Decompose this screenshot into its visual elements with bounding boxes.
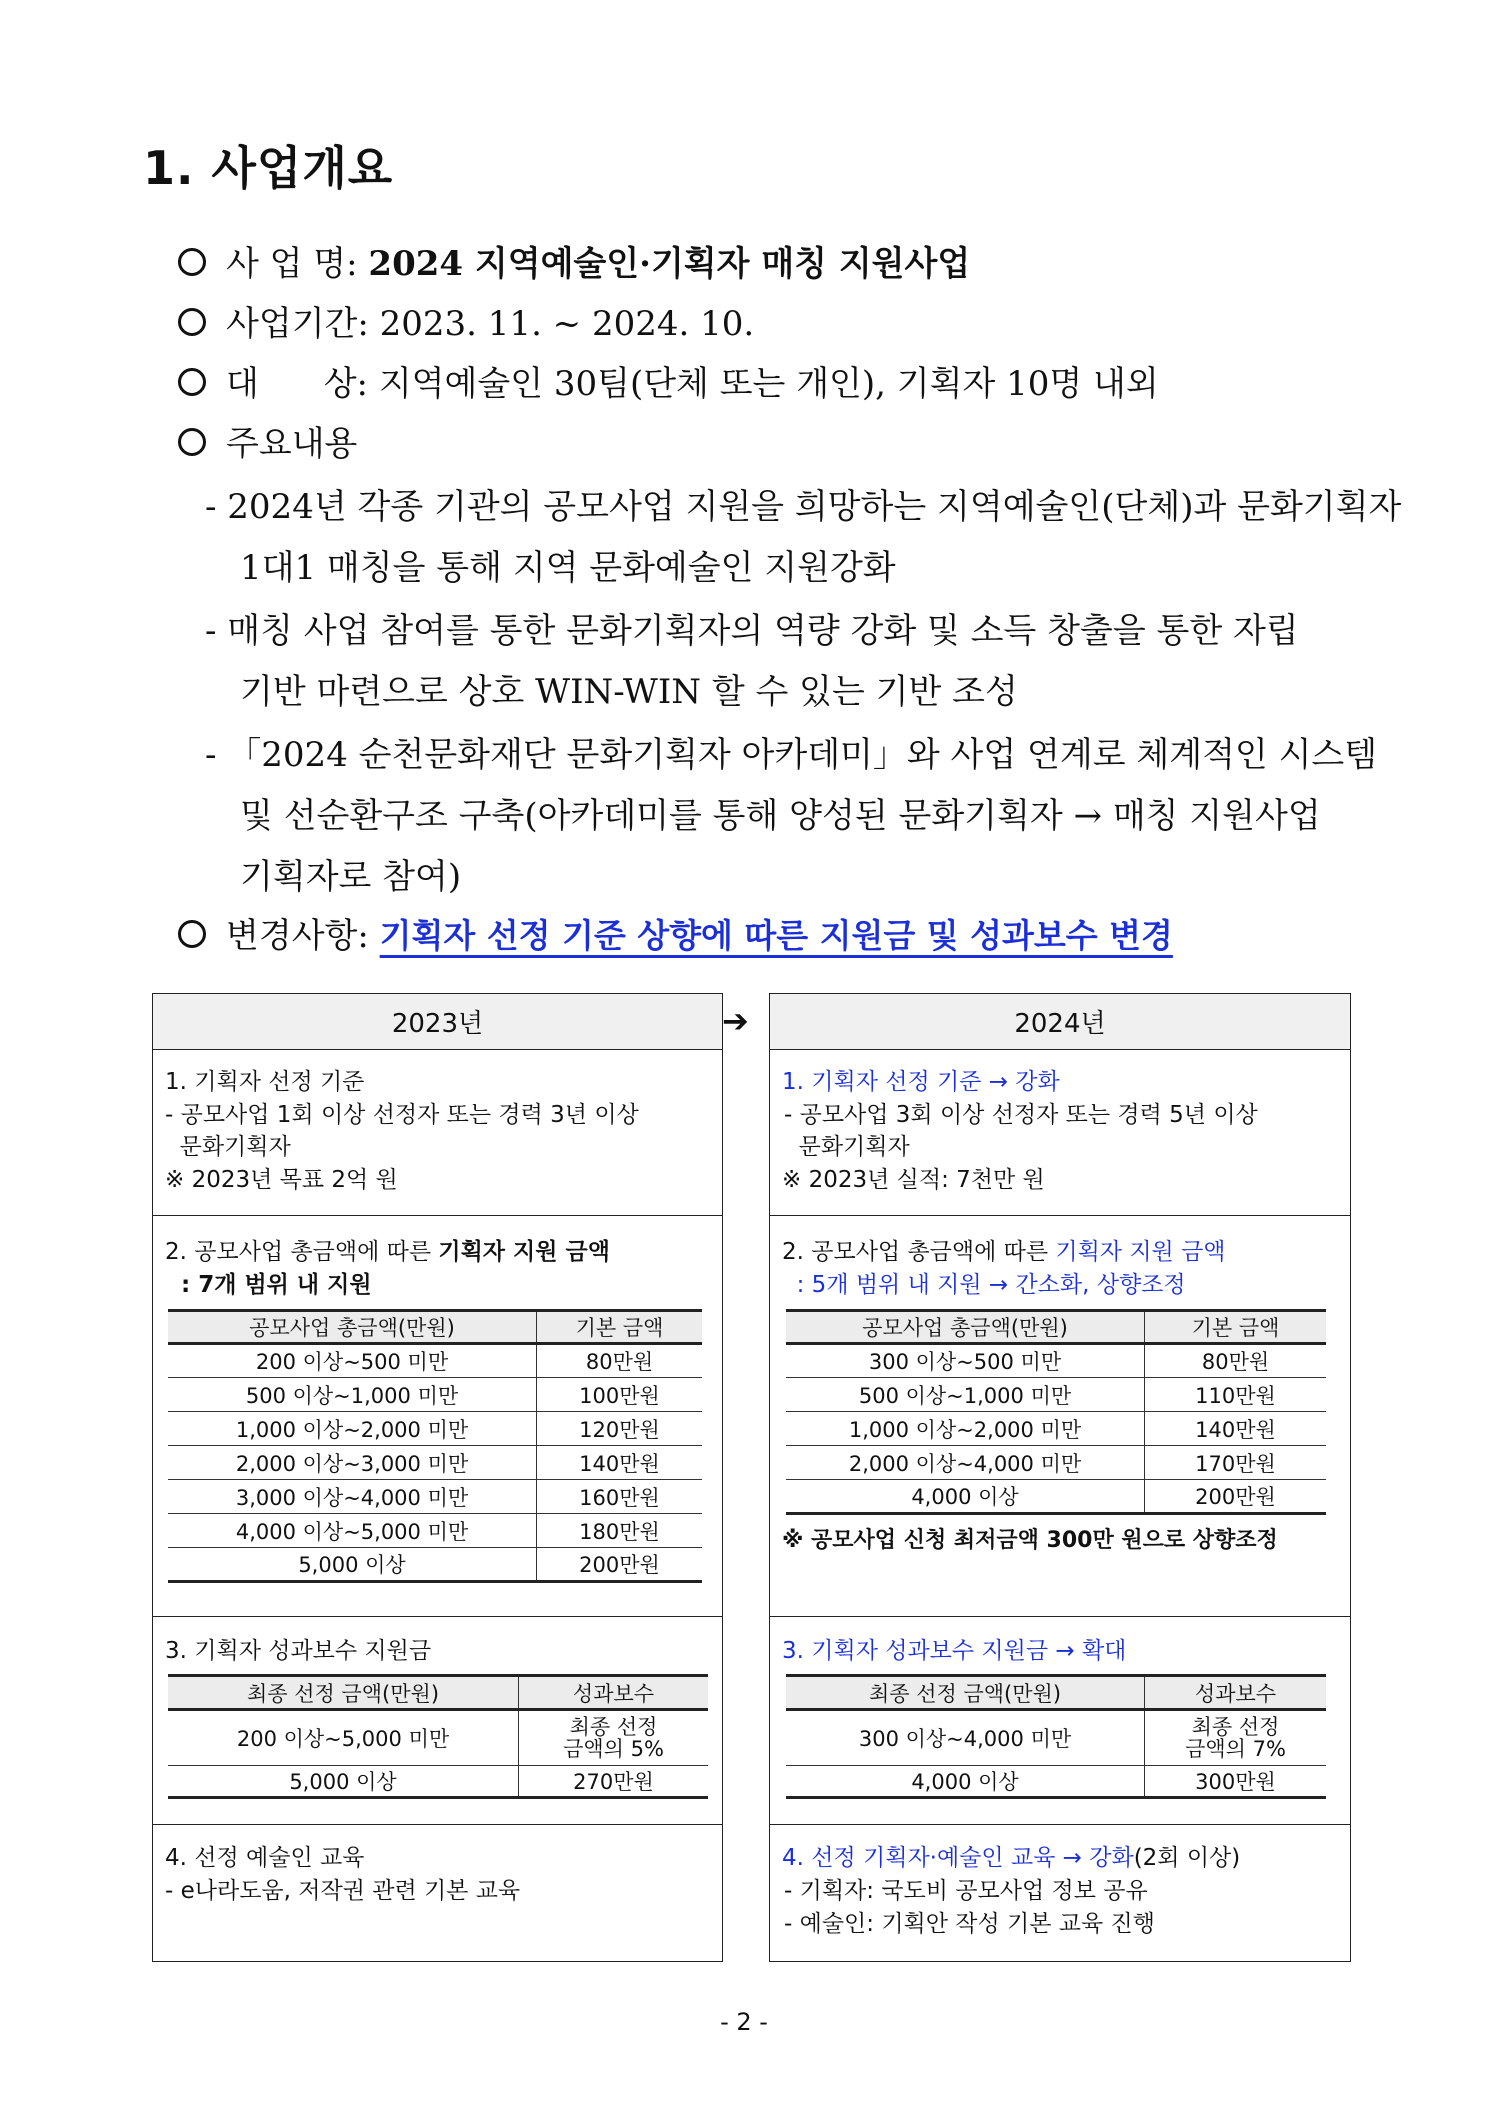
name-value: 2024 지역예술인·기획자 매칭 지원사업 [368,244,971,284]
left-s3-title: 3. 기획자 성과보수 지원금 [165,1638,432,1664]
table-header: 공모사업 총금액(만원) [786,1311,1145,1344]
table-row: 1,000 이상~2,000 미만 140만원 [786,1412,1326,1446]
left-s4-line-1: - e나라도움, 저작권 관련 기본 교육 [165,1878,521,1904]
content-item-3-line-3: 기획자로 참여) [240,857,462,897]
right-section-1 [769,1049,1351,1216]
content-item-2-line-2: 기반 마련으로 상호 WIN-WIN 할 수 있는 기반 조성 [240,672,1018,712]
left-s1-note: ※ 2023년 목표 2억 원 [165,1167,398,1193]
right-s2-title: 2. 공모사업 총금액에 따른 기획자 지원 금액 [782,1239,1226,1265]
circle-bullet-icon [178,248,206,276]
table-header: 기본 금액 [537,1311,703,1344]
left-section-2 [152,1215,723,1617]
overview-item-name [178,236,970,285]
content-item-2-line-1: - 매칭 사업 참여를 통한 문화기획자의 역량 강화 및 소득 창출을 통한 자립 [205,611,1299,651]
content-label: 주요내용 [226,424,358,464]
table-row: 5,000 이상 270만원 [168,1766,708,1798]
overview-item-target [178,356,1159,405]
circle-bullet-icon [178,308,206,336]
right-s3-title: 3. 기획자 성과보수 지원금 → 확대 [782,1638,1127,1664]
right-s2-note: ※ 공모사업 신청 최저금액 300만 원으로 상향조정 [782,1528,1278,1553]
table-header: 성과보수 [519,1676,709,1710]
table-row: 300 이상~500 미만 80만원 [786,1344,1326,1378]
content-item-3-line-1: - 「2024 순천문화재단 문화기획자 아카데미」와 사업 연계로 체계적인 시스템 [205,735,1378,775]
table-row: 4,000 이상~5,000 미만 180만원 [168,1514,702,1548]
right-s1-line-1: - 공모사업 3회 이상 선정자 또는 경력 5년 이상 [784,1102,1258,1128]
table-row: 300 이상~4,000 미만 최종 선정 금액의 7% [786,1710,1326,1766]
table-row: 200 이상~500 미만 80만원 [168,1344,702,1378]
table-row: 4,000 이상 300만원 [786,1766,1326,1798]
overview-item-content [178,416,357,465]
change-label: 변경사항: [226,916,369,956]
left-column-header: 2023년 [152,993,723,1050]
target-value: 지역예술인 30팀(단체 또는 개인), 기획자 10명 내외 [378,364,1159,404]
content-item-1-line-2: 1대1 매칭을 통해 지역 문화예술인 지원강화 [240,548,896,588]
table-row: 3,000 이상~4,000 미만 160만원 [168,1480,702,1514]
table-header: 공모사업 총금액(만원) [168,1311,537,1344]
circle-bullet-icon [178,428,206,456]
right-s1-line-2: 문화기획자 [784,1134,910,1160]
right-column-header: 2024년 [769,993,1351,1050]
left-support-amount-table [168,1309,702,1583]
right-s1-note: ※ 2023년 실적: 7천만 원 [782,1167,1045,1193]
left-s1-title: 1. 기획자 선정 기준 [165,1069,365,1095]
right-s4-line-2: - 예술인: 기획안 작성 기본 교육 진행 [784,1911,1155,1937]
table-row: 4,000 이상 200만원 [786,1480,1326,1514]
table-row: 5,000 이상 200만원 [168,1548,702,1582]
right-s2-sub: : 5개 범위 내 지원 → 간소화, 상향조정 [782,1272,1186,1298]
circle-bullet-icon [178,920,206,948]
left-section-1 [152,1049,723,1216]
table-row: 200 이상~5,000 미만 최종 선정 금액의 5% [168,1710,708,1766]
right-s1-title: 1. 기획자 선정 기준 → 강화 [782,1069,1060,1095]
right-section-2 [769,1215,1351,1617]
table-row: 500 이상~1,000 미만 100만원 [168,1378,702,1412]
table-row: 2,000 이상~4,000 미만 170만원 [786,1446,1326,1480]
left-s2-title: 2. 공모사업 총금액에 따른 기획자 지원 금액 [165,1239,610,1265]
table-header: 최종 선정 금액(만원) [786,1676,1145,1710]
overview-item-period [178,296,754,345]
right-section-4 [769,1824,1351,1962]
left-s4-title: 4. 선정 예술인 교육 [165,1845,365,1871]
right-s4-line-1: - 기획자: 국도비 공모사업 정보 공유 [784,1878,1148,1904]
period-label: 사업기간: [226,304,369,344]
table-header: 최종 선정 금액(만원) [168,1676,519,1710]
right-performance-table [786,1674,1326,1799]
section-title: 1. 사업개요 [143,141,394,195]
left-s1-line-2: 문화기획자 [165,1134,291,1160]
arrow-right-icon: ➔ [722,1002,749,1040]
circle-bullet-icon [178,368,206,396]
target-label: 대 상: [226,364,368,404]
right-s4-title: 4. 선정 기획자·예술인 교육 → 강화(2회 이상) [782,1845,1241,1871]
table-row: 2,000 이상~3,000 미만 140만원 [168,1446,702,1480]
change-value: 기획자 선정 기준 상향에 따른 지원금 및 성과보수 변경 [379,916,1173,955]
period-value: 2023. 11. ~ 2024. 10. [379,304,755,344]
page-number: - 2 - [720,2008,768,2036]
name-label: 사 업 명: [226,244,358,284]
left-section-3 [152,1616,723,1825]
left-section-4 [152,1824,723,1962]
left-performance-table [168,1674,708,1799]
content-item-1-line-1: - 2024년 각종 기관의 공모사업 지원을 희망하는 지역예술인(단체)과 문화기획자 [205,487,1402,527]
left-s2-sub: : 7개 범위 내 지원 [165,1272,372,1298]
table-header: 기본 금액 [1145,1311,1327,1344]
right-section-3 [769,1616,1351,1825]
table-row: 500 이상~1,000 미만 110만원 [786,1378,1326,1412]
overview-item-change [178,908,1173,957]
table-header: 성과보수 [1145,1676,1327,1710]
right-support-amount-table [786,1309,1326,1515]
table-row: 1,000 이상~2,000 미만 120만원 [168,1412,702,1446]
left-s1-line-1: - 공모사업 1회 이상 선정자 또는 경력 3년 이상 [165,1102,639,1128]
content-item-3-line-2: 및 선순환구조 구축(아카데미를 통해 양성된 문화기획자 → 매칭 지원사업 [240,796,1321,836]
